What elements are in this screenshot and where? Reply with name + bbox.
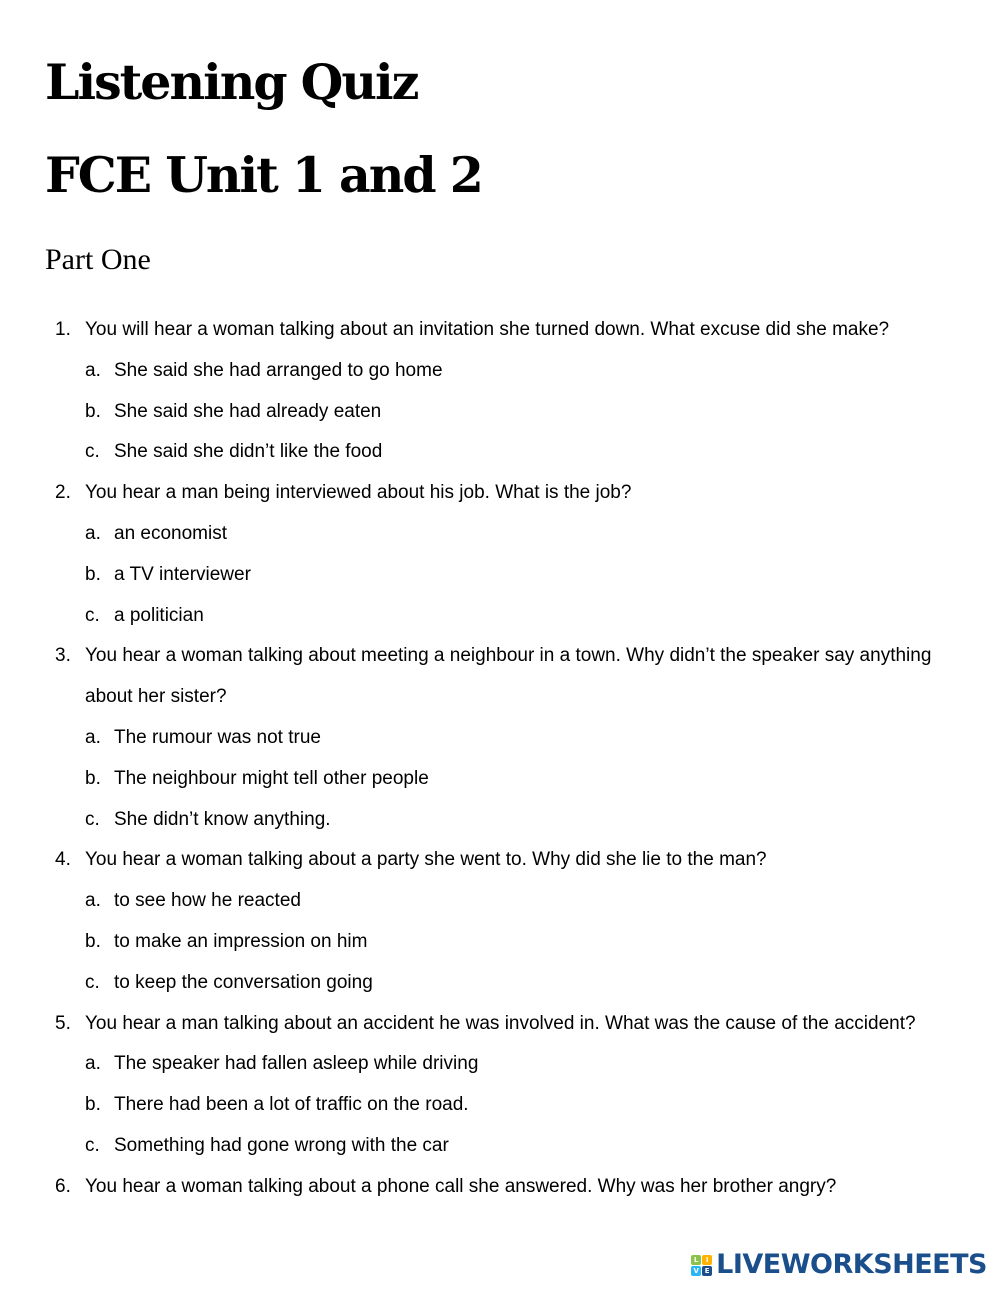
answer-option [0, 392, 999, 433]
answer-option [0, 800, 999, 841]
section-heading: Part One [45, 243, 151, 276]
question-item [0, 1004, 999, 1167]
logo-icon-tile: L [691, 1255, 701, 1265]
answer-option-letter: c. [85, 1134, 100, 1156]
answer-option [0, 1126, 999, 1167]
answer-option-letter: a. [85, 1053, 101, 1075]
answer-option-letter: c. [85, 604, 100, 626]
answer-option [0, 759, 999, 800]
question-number: 1. [55, 319, 71, 340]
question-item [0, 636, 999, 840]
answer-option [0, 555, 999, 596]
answer-option-text: to keep the conversation going [114, 971, 373, 993]
answer-option-text: She said she had already eaten [114, 400, 382, 422]
question-text: You hear a woman talking about a phone call she answered. Why was her brother angry? [85, 1175, 837, 1197]
answer-option [0, 922, 999, 963]
question-list [0, 310, 999, 1208]
liveworksheets-logo-icon [691, 1255, 712, 1276]
answer-option-text: an economist [114, 522, 228, 544]
question-text: You hear a man being interviewed about his job. What is the job? [85, 482, 632, 504]
answer-option-text: The neighbour might tell other people [114, 767, 429, 789]
answer-option [0, 1044, 999, 1085]
question-number: 5. [55, 1012, 71, 1034]
answer-option [0, 963, 999, 1004]
answer-option-text: The speaker had fallen asleep while driving [114, 1053, 479, 1075]
answer-option-text: She said she had arranged to go home [114, 359, 443, 381]
answer-option [0, 1085, 999, 1126]
answer-option-list [0, 718, 999, 840]
liveworksheets-logo [691, 1248, 987, 1282]
answer-option-text: a TV interviewer [114, 563, 251, 585]
answer-option-letter: c. [85, 441, 100, 463]
answer-option-letter: a. [85, 726, 101, 748]
question-number: 3. [55, 645, 71, 667]
question-text: You hear a man talking about an accident he was involved in. What was the cause of the accident? [85, 1012, 916, 1034]
answer-option-list [0, 351, 999, 473]
answer-option-text: a politician [114, 604, 204, 626]
question-number: 6. [55, 1175, 71, 1197]
answer-option-letter: a. [85, 890, 101, 912]
answer-option [0, 514, 999, 555]
answer-option-text: There had been a lot of traffic on the road. [114, 1094, 469, 1116]
answer-option-letter: a. [85, 359, 101, 381]
answer-option-text: She said she didn’t like the food [114, 441, 383, 463]
answer-option [0, 596, 999, 637]
question-text: You hear a woman talking about meeting a neighbour in a town. Why didn’t the speaker say anything about her sister? [85, 645, 932, 708]
answer-option [0, 432, 999, 473]
answer-option-text: The rumour was not true [114, 726, 321, 748]
answer-option-letter: b. [85, 1094, 101, 1116]
answer-option [0, 881, 999, 922]
answer-option [0, 351, 999, 392]
logo-icon-tile: E [702, 1266, 712, 1276]
answer-option-text: She didn’t know anything. [114, 808, 331, 830]
quiz-subtitle: FCE Unit 1 and 2 [45, 146, 482, 204]
question-text: You will hear a woman talking about an invitation she turned down. What excuse did she make? [85, 319, 890, 340]
logo-icon-tile: V [691, 1266, 701, 1276]
question-number: 4. [55, 849, 71, 871]
answer-option-letter: b. [85, 563, 101, 585]
question-number: 2. [55, 482, 71, 504]
quiz-title: Listening Quiz [45, 53, 418, 111]
answer-option-text: to make an impression on him [114, 930, 368, 952]
answer-option [0, 718, 999, 759]
answer-option-list [0, 881, 999, 1003]
answer-option-list [0, 1044, 999, 1166]
question-item [0, 473, 999, 636]
answer-option-letter: b. [85, 767, 101, 789]
answer-option-letter: b. [85, 400, 101, 422]
question-item [0, 310, 999, 473]
answer-option-letter: c. [85, 808, 100, 830]
answer-option-letter: a. [85, 522, 101, 544]
logo-icon-tile: I [702, 1255, 712, 1265]
question-text: You hear a woman talking about a party she went to. Why did she lie to the man? [85, 849, 767, 871]
answer-option-letter: b. [85, 930, 101, 952]
question-item [0, 840, 999, 1003]
answer-option-letter: c. [85, 971, 100, 993]
liveworksheets-logo-text: LIVEWORKSHEETS [716, 1249, 987, 1280]
answer-option-list [0, 514, 999, 636]
question-item [0, 1167, 999, 1208]
answer-option-text: to see how he reacted [114, 890, 301, 912]
answer-option-text: Something had gone wrong with the car [114, 1134, 449, 1156]
